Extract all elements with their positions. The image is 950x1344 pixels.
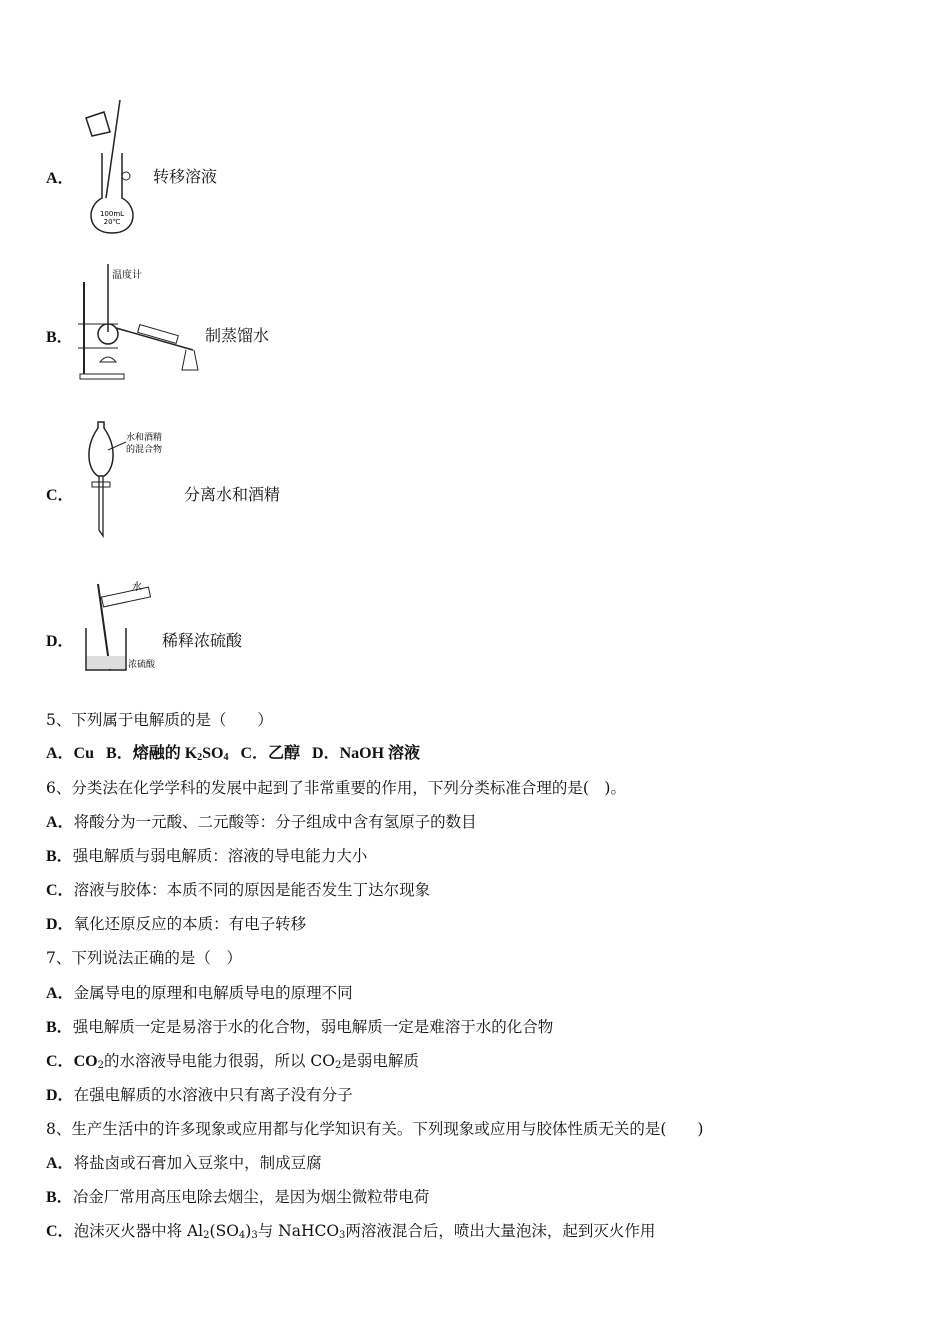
option-c: C．乙醇 <box>240 745 301 762</box>
flask-temp-text: 20℃ <box>103 218 121 226</box>
option-label: 稀释浓硫酸 <box>162 631 243 650</box>
option-letter: A． <box>46 170 74 187</box>
question-6-option-a: A．将酸分为一元酸、二元酸等：分子组成中含有氢原子的数目 <box>46 813 477 831</box>
question-6-stem: 6、分类法在化学学科的发展中起到了非常重要的作用，下列分类标准合理的是( )。 <box>46 779 626 797</box>
question-7-option-d: D．在强电解质的水溶液中只有离子没有分子 <box>46 1086 353 1104</box>
flask-volume-text: 100mL <box>99 210 125 218</box>
question-6-option-b: B．强电解质与弱电解质：溶液的导电能力大小 <box>46 847 368 865</box>
mixture-label-2: 的混合物 <box>126 445 163 455</box>
question-7-stem: 7、下列说法正确的是（ ） <box>46 949 242 967</box>
water-label: 水 <box>132 582 142 593</box>
dilution-figure <box>80 578 170 673</box>
question-6-option-d: D．氧化还原反应的本质：有电子转移 <box>46 915 307 933</box>
option-letter: B． <box>46 329 73 346</box>
option-letter: D． <box>46 633 74 650</box>
option-label: 分离水和酒精 <box>184 485 281 504</box>
mixture-label-1: 水和酒精 <box>126 433 163 443</box>
question-6-option-c: C．溶液与胶体：本质不同的原因是能否发生丁达尔现象 <box>46 881 431 899</box>
question-8-option-c: C．泡沫灭火器中将 $Al_2(SO_4)_3$与 NaHCO$_3$两溶液混合后，喷出大量泡沫，起到灭火作用 <box>46 1222 656 1241</box>
volumetric-flask-figure <box>82 98 142 238</box>
separatory-funnel-figure <box>84 418 184 540</box>
option-label: 制蒸馏水 <box>205 326 270 345</box>
option-d: D．NaOH 溶液 <box>312 745 421 762</box>
question-5-options <box>46 744 420 768</box>
question-7-option-b: B．强电解质一定是易溶于水的化合物，弱电解质一定是难溶于水的化合物 <box>46 1018 554 1036</box>
question-8-option-a: A．将盐卤或石膏加入豆浆中，制成豆腐 <box>46 1154 322 1172</box>
acid-label: 浓硫酸 <box>128 660 156 670</box>
option-a: A．Cu <box>46 745 95 762</box>
question-8-option-b: B．冶金厂常用高压电除去烟尘，是因为烟尘微粒带电荷 <box>46 1188 430 1206</box>
question-8-stem: 8、生产生活中的许多现象或应用都与化学知识有关。下列现象或应用与胶体性质无关的是( ) <box>46 1120 704 1138</box>
question-7-option-c: C．$CO_2$的水溶液导电能力很弱，所以 $CO_2$是弱电解质 <box>46 1052 419 1071</box>
thermometer-label: 温度计 <box>112 270 142 281</box>
question-5-stem: 5、下列属于电解质的是（ ） <box>46 711 273 729</box>
option-letter: C． <box>46 487 74 504</box>
distillation-figure <box>78 262 208 382</box>
question-7-option-a: A．金属导电的原理和电解质导电的原理不同 <box>46 984 353 1002</box>
option-b: B．熔融的 $K_2SO_4$ <box>106 745 229 763</box>
option-label: 转移溶液 <box>153 167 218 186</box>
